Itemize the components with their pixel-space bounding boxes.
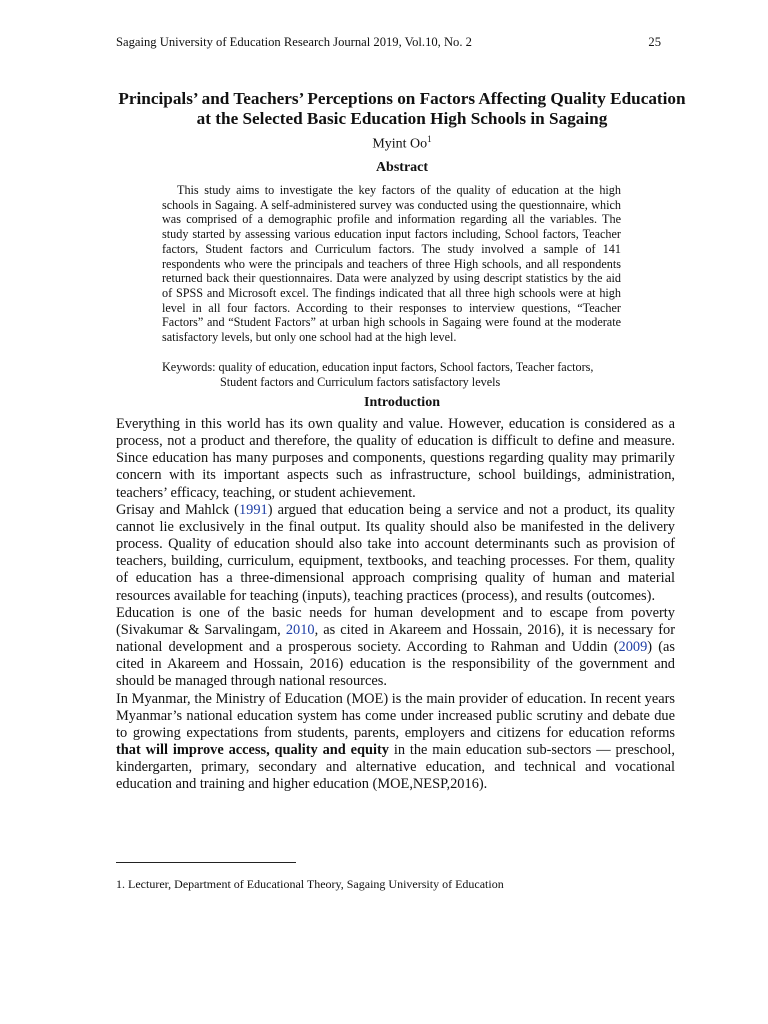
citation-link-2009[interactable]: 2009 [618, 639, 648, 656]
paragraph-4-text-a: In Myanmar, the Ministry of Education (MOE) is the main provider of education. In recent years Myanmar’s national education system has come under increased public scrutiny and debate due to growing expectations from students, parents, employers and citizens for education reforms [116, 690, 675, 741]
paragraph-2-text-b: ) argued that education being a service and not a product, its quality cannot lie exclusively in the final output. Its quality should also be manifested in the delivery process. Quality of education should also take into account determinants such as provision of teachers, building, curriculum, equipment, textbooks, and teaching processes. For them, quality of education has a three-dimensional approach comprising quality of human and material resources available for teaching (inputs), teaching practices (process), and results (outcomes). [116, 501, 675, 604]
paragraph-3 [116, 605, 675, 691]
introduction-body [116, 416, 675, 793]
paragraph-2 [116, 502, 675, 605]
page-number: 25 [648, 35, 661, 49]
footnote-divider [116, 862, 296, 863]
paragraph-3-text-a: Education is one of the basic needs for human development and to escape from poverty (Sivakumar & Sarvalingam, [116, 604, 675, 638]
keywords-line-2: Student factors and Curriculum factors satisfactory levels [220, 374, 501, 389]
paragraph-4-bold-phrase: that will improve access, quality and equity [116, 741, 389, 758]
abstract-text: This study aims to investigate the key factors of the quality of education at the high schools in Sagaing. A self-administered survey was conducted using the questionnaire, which was comprised of a demographic profile and information regarding all the variables. The study started by assessing various education input factors including, School factors, Teacher factors, Student factors and Curriculum factors. The study involved a sample of 141 respondents who were the principals and teachers of three High schools, and all respondents returned back their questionnaires. Data were analyzed by using descript statistics by the aid of SPSS and Microsoft excel. The findings indicated that all three high schools were at high level in all four factors. According to their responses to interview questions, “Teacher Factors” and “Student Factors” at urban high schools in Sagaing were found at the moderate satisfactory levels, but only one school had at the high level. [162, 183, 621, 345]
author-line [116, 134, 688, 153]
paragraph-2-text-a: Grisay and Mahlck ( [116, 501, 239, 518]
keywords-label: Keywords: [162, 360, 216, 374]
author-name: Myint Oo [372, 136, 428, 152]
paragraph-4 [116, 691, 675, 794]
footnote: 1. Lecturer, Department of Educational Theory, Sagaing University of Education [116, 877, 504, 891]
journal-name: Sagaing University of Education Research Journal 2019, Vol.10, No. 2 [116, 35, 472, 49]
running-header [116, 35, 661, 50]
author-footnote-mark: 1 [427, 134, 432, 144]
abstract-heading: Abstract [375, 160, 429, 175]
citation-link-1991[interactable]: 1991 [238, 501, 268, 518]
citation-link-2010[interactable]: 2010 [285, 621, 315, 638]
keywords-line-1: quality of education, education input factors, School factors, Teacher factors, [218, 360, 594, 374]
keywords [162, 360, 632, 389]
introduction-heading: Introduction [364, 395, 440, 410]
paragraph-1: Everything in this world has its own quality and value. However, education is considered as a process, not a product and therefore, the quality of education is difficult to define and measure. Since education has many purposes and components, questions regarding quality may primarily concern with its important aspects such as infrastructure, school buildings, administration, teachers’ efficacy, teaching, or student achievement. [116, 416, 675, 501]
paragraph-3-text-b: , as cited in Akareem and Hossain, 2016), it is necessary for national development and a prosperous society. According to Rahman and Uddin ( [116, 621, 675, 656]
paragraph-4-text-b: in the main education sub-sectors — preschool, kindergarten, primary, secondary and alternative education, and technical and vocational education and training and higher education (MOE,NESP,2016). [116, 741, 675, 793]
paragraph-3-text-c: ) (as cited in Akareem and Hossain, 2016) education is the responsibility of the government and should be managed through national resources. [116, 639, 676, 690]
paper-title: Principals’ and Teachers’ Perceptions on Factors Affecting Quality Education at the Selected Basic Education High Schools in Sagaing [118, 89, 686, 128]
